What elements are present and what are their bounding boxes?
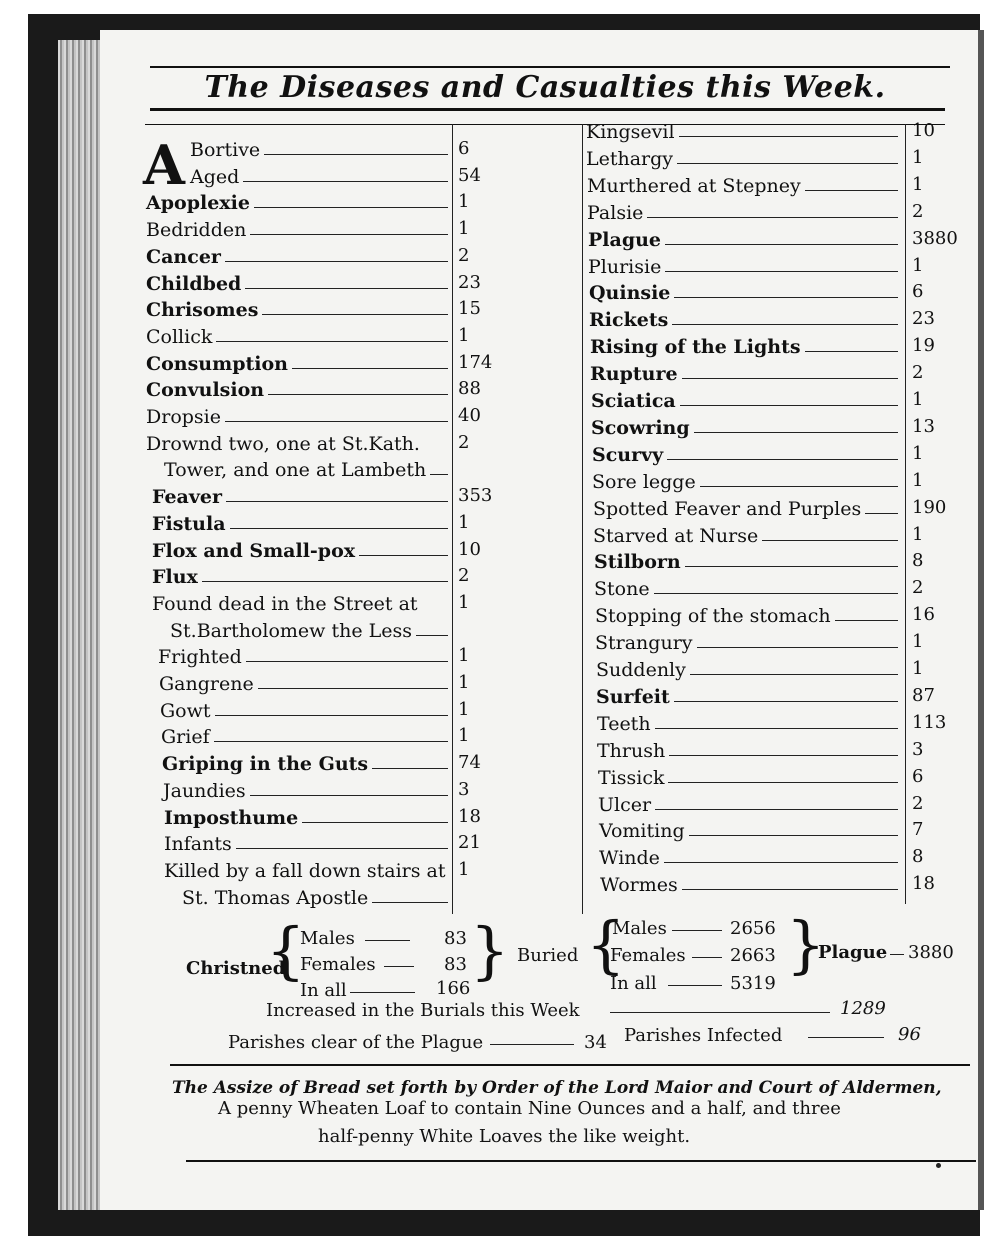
disease-name: Drownd two, one at St.Kath. xyxy=(146,432,420,455)
disease-name: Sore legge xyxy=(592,470,696,493)
disease-name: Frighted xyxy=(158,646,242,669)
disease-name: Collick xyxy=(146,325,213,348)
table-row xyxy=(146,403,452,427)
table-row xyxy=(590,333,902,357)
disease-name: Winde xyxy=(599,847,660,870)
leader-line xyxy=(668,782,898,783)
disease-count: 190 xyxy=(912,496,947,518)
disease-count: 1 xyxy=(458,324,470,346)
disease-name: Flux xyxy=(152,566,198,589)
disease-name: Infants xyxy=(164,833,232,856)
table-row xyxy=(152,483,452,507)
disease-count: 2 xyxy=(912,200,924,222)
buried-all-value: 5319 xyxy=(730,973,776,994)
leader-line xyxy=(669,755,898,756)
leader-line xyxy=(225,421,448,422)
christned-brace: { xyxy=(266,914,306,987)
disease-count: 1 xyxy=(458,725,470,747)
title-rule-top xyxy=(150,66,950,68)
disease-count: 1 xyxy=(458,858,470,880)
table-row xyxy=(597,710,902,734)
disease-name: Childbed xyxy=(146,272,242,295)
leader-line xyxy=(682,378,898,379)
leader-line xyxy=(215,715,448,716)
leader-line xyxy=(680,405,898,406)
disease-count: 1 xyxy=(912,523,924,545)
table-row xyxy=(587,172,902,196)
disease-name: Murthered at Stepney xyxy=(587,174,801,197)
leader-line xyxy=(674,297,898,298)
christned-females-label: Females xyxy=(300,954,376,975)
table-row xyxy=(595,629,902,653)
disease-count: 1 xyxy=(458,645,470,667)
leader-line xyxy=(350,992,415,993)
disease-count: 18 xyxy=(458,805,481,827)
leader-line xyxy=(246,661,448,662)
buried-males-label: Males xyxy=(612,918,667,939)
disease-count: 74 xyxy=(458,752,481,774)
disease-name: Stopping of the stomach xyxy=(595,605,831,628)
table-row xyxy=(589,306,902,330)
disease-name: Bortive xyxy=(190,139,261,161)
disease-name: Fistula xyxy=(152,512,226,535)
leader-line xyxy=(865,513,898,514)
leader-line xyxy=(690,674,898,675)
leader-line xyxy=(430,474,448,475)
table-row xyxy=(161,723,452,747)
disease-name-continuation: Tower, and one at Lambeth xyxy=(164,459,427,482)
leader-line xyxy=(700,486,898,487)
christned-label: Christned xyxy=(186,958,286,979)
table-row xyxy=(146,430,452,454)
disease-count: 8 xyxy=(912,550,924,572)
disease-name: Grief xyxy=(161,726,210,749)
disease-name: Suddenly xyxy=(596,659,686,681)
disease-name: Griping in the Guts xyxy=(162,753,369,776)
disease-count: 1 xyxy=(912,254,924,276)
table-row xyxy=(591,387,902,411)
disease-count: 54 xyxy=(458,164,481,186)
disease-count: 1 xyxy=(912,146,924,168)
parishes-clear-value: 34 xyxy=(584,1032,607,1053)
leader-line xyxy=(647,217,898,218)
disease-count: 353 xyxy=(458,485,493,507)
table-row-continuation xyxy=(170,617,452,641)
table-row xyxy=(159,670,452,694)
leader-line xyxy=(654,593,898,594)
assize-rule-top xyxy=(170,1064,970,1066)
leader-line xyxy=(216,341,448,342)
table-row xyxy=(146,376,452,400)
disease-name: Chrisomes xyxy=(146,299,259,322)
table-row xyxy=(152,590,452,614)
disease-name: Palsie xyxy=(587,201,644,224)
table-row xyxy=(599,817,902,841)
dropcap-letter-a: A xyxy=(143,133,185,197)
disease-name-continuation: St.Bartholomew the Less xyxy=(170,619,412,642)
disease-name: Gowt xyxy=(160,699,211,722)
table-row xyxy=(146,216,452,240)
disease-name: Spotted Feaver and Purples xyxy=(593,497,862,520)
leader-line xyxy=(250,795,448,796)
disease-name: Jaundies xyxy=(163,779,246,802)
table-row xyxy=(587,199,902,223)
table-row xyxy=(592,468,902,492)
disease-name: Killed by a fall down stairs at xyxy=(164,859,446,882)
leader-line xyxy=(672,324,898,325)
disease-count: 21 xyxy=(458,832,481,854)
disease-name: Flox and Small-pox xyxy=(152,539,356,562)
disease-name: Tissick xyxy=(598,766,665,789)
disease-name: Found dead in the Street at xyxy=(152,592,418,615)
table-row xyxy=(146,270,452,294)
disease-count: 88 xyxy=(458,378,481,400)
leader-line xyxy=(682,889,898,890)
disease-count: 1 xyxy=(912,469,924,491)
disease-name: Dropsie xyxy=(146,406,221,428)
leader-line xyxy=(292,368,448,369)
disease-name: Scowring xyxy=(591,416,690,439)
leader-line xyxy=(202,581,448,582)
leader-line xyxy=(214,741,448,742)
disease-count: 2 xyxy=(912,362,924,384)
disease-count: 2 xyxy=(458,244,470,266)
leader-line xyxy=(225,261,448,262)
table-row-continuation xyxy=(182,884,452,908)
disease-count: 13 xyxy=(912,415,935,437)
table-row-continuation xyxy=(164,456,452,480)
disease-count: 19 xyxy=(912,335,935,357)
disease-count: 3880 xyxy=(912,227,958,249)
parishes-clear-label: Parishes clear of the Plague xyxy=(228,1032,484,1053)
table-row xyxy=(598,764,902,788)
page-title: The Diseases and Casualties this Week. xyxy=(204,70,886,105)
disease-count: 40 xyxy=(458,405,481,426)
disease-name: Strangury xyxy=(595,632,693,655)
disease-name: Plurisie xyxy=(588,255,662,278)
leader-line xyxy=(694,432,898,433)
leader-line xyxy=(655,809,898,810)
table-row xyxy=(590,360,902,384)
disease-count: 23 xyxy=(458,271,481,293)
assize-line-2: A penny Wheaten Loaf to contain Nine Ounces and a half, and three xyxy=(218,1098,841,1119)
table-row xyxy=(586,118,902,142)
leader-line xyxy=(384,966,414,967)
disease-count: 7 xyxy=(912,819,924,841)
disease-name: Vomiting xyxy=(599,820,685,843)
disease-name: Plague xyxy=(588,228,662,251)
disease-name: Consumption xyxy=(146,352,288,375)
disease-name: Feaver xyxy=(152,486,222,509)
increased-burials-value: 1289 xyxy=(840,998,886,1019)
disease-count: 1 xyxy=(458,672,470,693)
plague-total-label: Plague xyxy=(818,942,888,963)
leader-line xyxy=(262,314,448,315)
christned-males-label: Males xyxy=(300,928,355,949)
disease-count: 8 xyxy=(912,846,924,868)
leader-line xyxy=(677,163,898,164)
increased-burials-label: Increased in the Burials this Week xyxy=(266,1000,580,1021)
disease-name: Ulcer xyxy=(598,793,652,816)
disease-count: 23 xyxy=(912,308,935,330)
table-row xyxy=(158,643,452,667)
table-row xyxy=(146,323,452,347)
left-column-divider xyxy=(452,124,453,914)
leader-line xyxy=(805,351,898,352)
table-row xyxy=(146,189,452,213)
leader-line xyxy=(890,954,904,955)
table-row xyxy=(146,296,452,320)
table-row xyxy=(152,563,452,587)
disease-count: 2 xyxy=(458,565,470,587)
disease-count: 3 xyxy=(912,738,924,760)
leader-line xyxy=(697,647,898,648)
christned-males-value: 83 xyxy=(444,928,467,949)
disease-count: 3 xyxy=(458,778,470,800)
leader-line xyxy=(226,501,448,502)
leader-line xyxy=(258,688,448,689)
disease-count: 1 xyxy=(912,631,924,653)
disease-name: Stone xyxy=(594,578,650,601)
christned-all-label: In all xyxy=(300,980,347,1001)
table-row xyxy=(164,830,452,854)
table-row xyxy=(586,145,902,169)
buried-all-label: In all xyxy=(610,973,657,994)
leader-line xyxy=(655,728,898,729)
leader-line xyxy=(665,244,898,245)
table-row xyxy=(146,243,452,267)
christned-close-brace: } xyxy=(470,914,510,987)
middle-column-divider xyxy=(582,124,583,914)
disease-name: Convulsion xyxy=(146,379,265,402)
disease-count: 6 xyxy=(912,765,924,787)
leader-line xyxy=(245,288,448,289)
leader-line xyxy=(685,566,898,567)
table-row xyxy=(600,871,902,895)
disease-count: 1 xyxy=(912,173,924,195)
page-gutter xyxy=(978,30,984,1210)
leader-line xyxy=(664,862,898,863)
disease-name: Quinsie xyxy=(589,282,671,305)
leader-line xyxy=(236,848,448,849)
disease-name: Lethargy xyxy=(586,147,674,170)
leader-line xyxy=(250,234,448,235)
disease-count: 10 xyxy=(458,538,481,560)
disease-count: 2 xyxy=(912,792,924,814)
disease-count: 1 xyxy=(912,658,924,679)
disease-name: Cancer xyxy=(146,245,221,268)
disease-name-continuation: St. Thomas Apostle xyxy=(182,886,369,909)
table-row xyxy=(591,414,902,438)
table-row xyxy=(593,495,902,519)
leader-line xyxy=(689,835,898,836)
table-row xyxy=(594,575,902,599)
disease-name: Surfeit xyxy=(596,685,670,708)
leader-line xyxy=(762,540,898,541)
table-row xyxy=(164,804,452,828)
leader-line xyxy=(668,985,722,986)
disease-name: Wormes xyxy=(600,874,678,897)
leader-line xyxy=(490,1044,574,1045)
leader-line xyxy=(808,1037,884,1038)
right-column-divider xyxy=(905,124,906,904)
disease-count: 16 xyxy=(912,604,935,626)
table-row xyxy=(152,510,452,534)
leader-line xyxy=(254,207,448,208)
buried-brace: { xyxy=(586,908,626,981)
disease-name: Apoplexie xyxy=(146,192,250,215)
table-row xyxy=(588,253,902,277)
disease-count: 6 xyxy=(912,281,924,303)
disease-count: 10 xyxy=(912,120,935,141)
ink-dot xyxy=(936,1163,941,1168)
buried-females-label: Females xyxy=(610,945,686,966)
disease-count: 1 xyxy=(458,698,470,720)
disease-name: Rupture xyxy=(590,363,678,386)
table-row xyxy=(589,279,902,303)
disease-name: Scurvy xyxy=(592,443,664,466)
table-row xyxy=(599,844,902,868)
disease-name: Kingsevil xyxy=(586,121,675,143)
parishes-infected-value: 96 xyxy=(898,1024,921,1045)
leader-line xyxy=(674,701,898,702)
disease-count: 1 xyxy=(458,591,470,613)
disease-name: Sciatica xyxy=(591,390,676,412)
disease-name: Thrush xyxy=(597,739,666,762)
christned-females-value: 83 xyxy=(444,954,467,975)
leader-line xyxy=(243,181,448,182)
table-row xyxy=(595,602,902,626)
leader-line xyxy=(672,930,722,931)
disease-count: 1 xyxy=(458,511,470,533)
disease-count: 1 xyxy=(912,442,924,464)
buried-close-brace: } xyxy=(786,908,826,981)
disease-count: 1 xyxy=(912,389,924,410)
leader-line xyxy=(359,555,448,556)
table-row xyxy=(190,163,452,187)
title-rule-bottom xyxy=(150,108,945,111)
disease-count: 6 xyxy=(458,138,470,159)
buried-label: Buried xyxy=(517,945,579,966)
table-row xyxy=(588,226,902,250)
leader-line xyxy=(372,768,448,769)
leader-line xyxy=(416,635,448,636)
leader-line xyxy=(302,822,448,823)
disease-count: 87 xyxy=(912,684,935,706)
parishes-infected-label: Parishes Infected xyxy=(624,1025,783,1046)
disease-count: 1 xyxy=(458,191,470,213)
table-row xyxy=(160,697,452,721)
leader-line xyxy=(230,528,448,529)
buried-females-value: 2663 xyxy=(730,945,776,966)
disease-count: 15 xyxy=(458,298,481,320)
christned-all-value: 166 xyxy=(436,978,471,999)
disease-name: Rickets xyxy=(589,309,669,332)
table-row xyxy=(163,777,452,801)
assize-heading: The Assize of Bread set forth by Order of the Lord Maior and Court of Aldermen, xyxy=(172,1078,942,1098)
table-row xyxy=(598,791,902,815)
table-row xyxy=(190,136,452,160)
leader-line xyxy=(667,459,898,460)
assize-rule-bottom xyxy=(186,1160,976,1162)
disease-count: 18 xyxy=(912,873,935,895)
table-row xyxy=(146,350,452,374)
table-row xyxy=(597,737,902,761)
table-row xyxy=(162,750,452,774)
disease-count: 113 xyxy=(912,711,947,733)
buried-males-value: 2656 xyxy=(730,918,776,939)
disease-count: 1 xyxy=(458,218,470,240)
disease-count: 2 xyxy=(912,577,924,599)
leader-line xyxy=(610,1012,830,1013)
leader-line xyxy=(692,957,722,958)
disease-name: Rising of the Lights xyxy=(590,336,801,359)
leader-line xyxy=(372,902,448,903)
leader-line xyxy=(365,940,410,941)
leader-line xyxy=(268,394,448,395)
leader-line xyxy=(805,190,898,191)
disease-name: Aged xyxy=(190,165,240,188)
disease-name: Gangrene xyxy=(159,673,254,695)
disease-name: Teeth xyxy=(597,712,651,735)
leader-line xyxy=(835,620,898,621)
disease-name: Starved at Nurse xyxy=(593,524,759,547)
disease-count: 174 xyxy=(458,351,493,373)
leader-line xyxy=(679,136,898,137)
table-row xyxy=(596,683,902,707)
disease-name: Stilborn xyxy=(594,551,681,574)
disease-name: Imposthume xyxy=(164,806,299,829)
table-row xyxy=(592,441,902,465)
table-row xyxy=(593,522,902,546)
table-row xyxy=(594,548,902,572)
assize-line-3: half-penny White Loaves the like weight. xyxy=(318,1126,691,1147)
leader-line xyxy=(665,271,898,272)
disease-name: Bedridden xyxy=(146,219,247,242)
leader-line xyxy=(264,154,448,155)
table-row xyxy=(164,857,452,881)
disease-count: 2 xyxy=(458,431,470,453)
plague-total-value: 3880 xyxy=(908,942,954,963)
table-row xyxy=(152,537,452,561)
table-row xyxy=(596,656,902,680)
